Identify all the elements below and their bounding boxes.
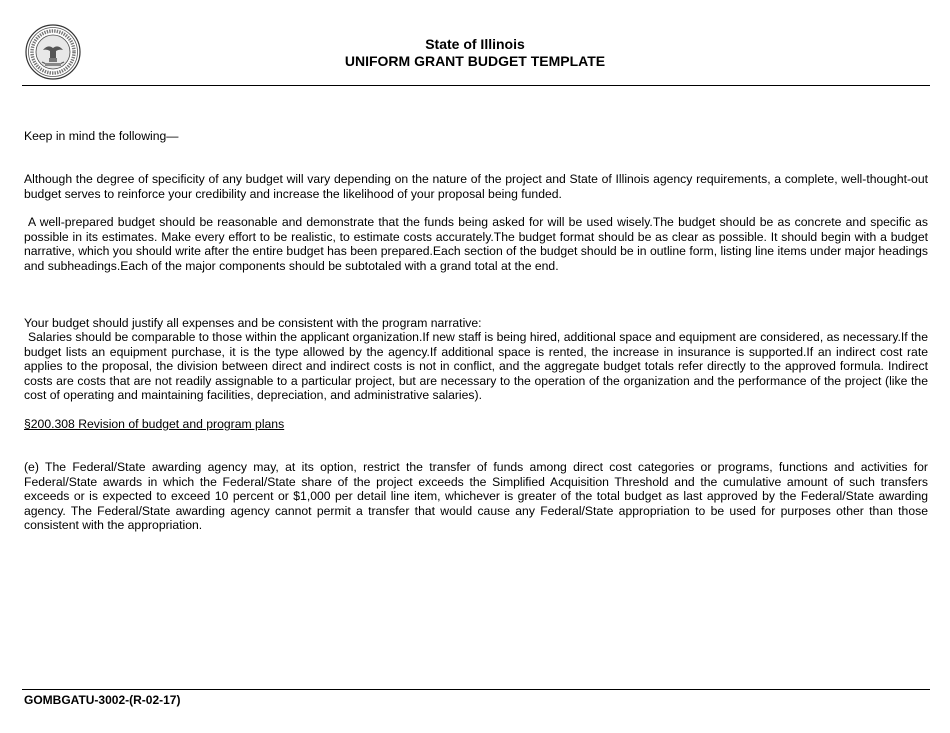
paragraph-justify-expenses: Salaries should be comparable to those within the applicant organization.If new staff is being hired, additional space and equipment are considered, as necessary.If the budget lists an equipment purchase, it is the type allowed by the agency.If additional space is rented, the increase in insurance is supported.If an indirect cost rate applies to the proposal, the division between direct and indirect costs is not in conflict, and the aggregate budget totals refer directly to the approved formula. Indirect costs are costs that are not readily assignable to a particular project, but are necessary to the operation of the organization and the performance of the project (like the cost of operating and maintaining facilities, depreciation, and administrative salaries). (24, 330, 928, 403)
form-code: GOMBGATU-3002-(R-02-17) (24, 693, 181, 707)
title-block (0, 36, 950, 70)
section-heading-revision: §200.308 Revision of budget and program plans (24, 417, 285, 431)
paragraph-revision-e: (e) The Federal/State awarding agency may, at its option, restrict the transfer of funds among direct cost categories or programs, functions and activities for Federal/State awards in which the Federal/State share of the project exceeds the Simplified Acquisition Threshold and the cumulative amount of such transfers exceeds or is expected to exceed 10 percent or $1,000 per detail line item, whichever is greater of the total budget as last approved by the Federal/State awarding agency. The Federal/State awarding agency cannot permit a transfer that would cause any Federal/State appropriation to be used for purposes other than those consistent with the appropriation. (24, 460, 928, 533)
page-title-state: State of Illinois (425, 36, 525, 52)
page-header (0, 0, 950, 86)
header-divider (22, 85, 930, 86)
paragraph-well-prepared: A well-prepared budget should be reasonable and demonstrate that the funds being asked for will be used wisely.The budget should be as concrete and specific as possible in its estimates. Make every effort to be realistic, to estimate costs accurately.The budget format should be as clear as possible. It should begin with a budget narrative, which you should write after the entire budget has been prepared.Each section of the budget should be in outline form, listing line items under major headings and subheadings.Each of the major components should be subtotaled with a grand total at the end. (24, 215, 928, 273)
paragraph-justify-lead: Your budget should justify all expenses and be consistent with the program narrative: (24, 316, 482, 330)
page-title: UNIFORM GRANT BUDGET TEMPLATE (344, 53, 606, 69)
footer-divider (22, 689, 930, 690)
intro-text: Keep in mind the following— (24, 129, 179, 143)
paragraph-specificity: Although the degree of specificity of any budget will vary depending on the nature of the project and State of Illinois agency requirements, a complete, well-thought-out budget serves to reinforce your credibility and increase the likelihood of your proposal being funded. (24, 172, 928, 201)
